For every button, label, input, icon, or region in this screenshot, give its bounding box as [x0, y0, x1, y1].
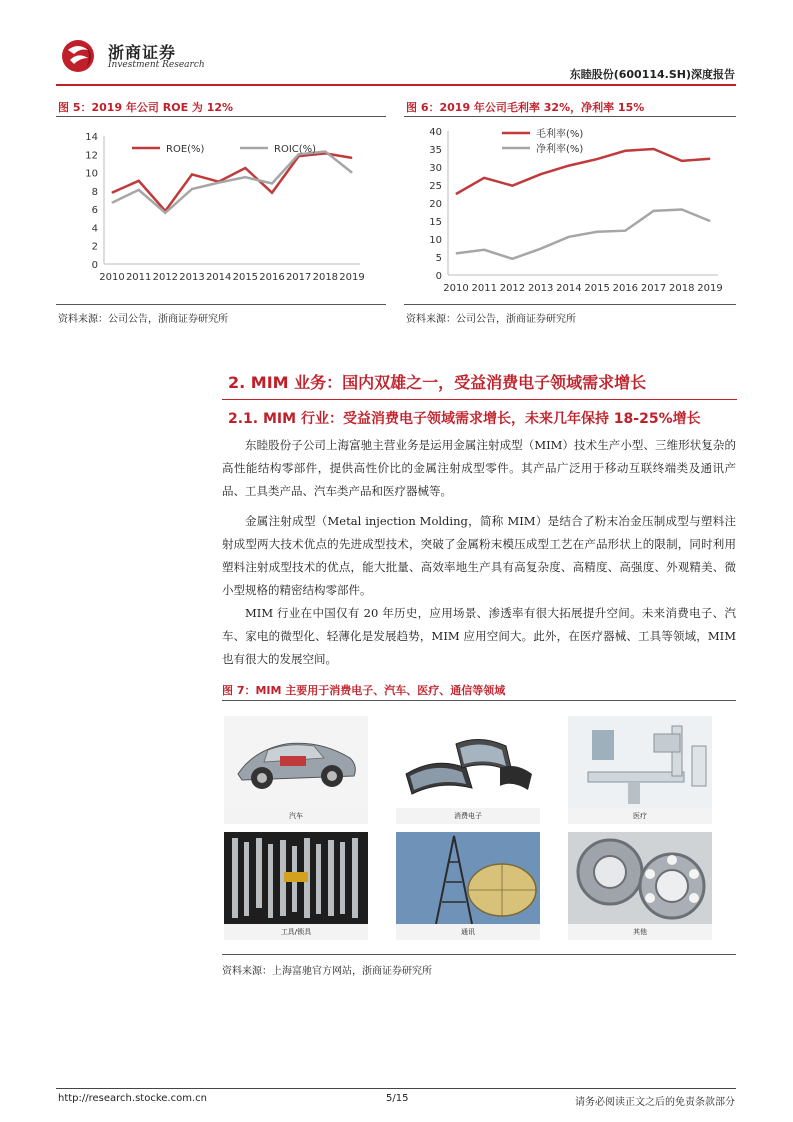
brand-name-en: Investment Research	[108, 60, 205, 70]
figure5-source: 资料来源：公司公告，浙商证券研究所	[58, 314, 228, 325]
figure7-title: 图 7：MIM 主要用于消费电子、汽车、医疗、通信等领域	[222, 684, 506, 697]
data-point	[681, 209, 682, 210]
figure6-bottom-rule	[404, 304, 736, 305]
brand-name-cn: 浙商证券	[108, 43, 177, 62]
x-tick-label: 2012	[499, 283, 526, 294]
y-tick-label: 0	[435, 271, 442, 282]
series-line-0	[456, 149, 710, 194]
data-point	[681, 160, 682, 161]
x-tick-label: 2015	[232, 272, 259, 283]
data-point	[272, 192, 273, 193]
y-tick-label: 40	[429, 127, 442, 138]
photo-consumer-electronics	[396, 716, 540, 824]
legend-label-0: ROE(%)	[166, 144, 205, 155]
report-title: 东睦股份(600114.SH)深度报告	[569, 68, 735, 81]
legend-label-1: ROIC(%)	[274, 144, 317, 155]
figure6-source: 资料来源：公司公告，浙商证券研究所	[406, 314, 576, 325]
company-logo	[60, 38, 104, 74]
x-tick-label: 2017	[640, 283, 667, 294]
paragraph-2: 金属注射成型（Metal injection Molding，简称 MIM）是结合了粉末冶金压制成型与塑料注射成型两大技术优点的先进成型技术，突破了金属粉末模压成型工艺在产品形状上的限制，同时利用塑料注射成型技术的优点，能大批量、高效率地生产具有高复杂度、高精度、高强度、外观精美、微小型规格的精密结构零部件。	[222, 514, 736, 597]
caption-consumer-electronics: 消费电子	[396, 808, 540, 824]
figure6-top-rule	[404, 116, 736, 117]
y-tick-label: 20	[429, 199, 442, 210]
photo-others	[568, 832, 712, 940]
roe-roic-line-chart	[56, 120, 386, 295]
series-line-1	[112, 152, 352, 213]
data-point	[352, 172, 353, 173]
figure7-source: 资料来源：上海富驰官方网站，浙商证券研究所	[222, 966, 432, 977]
paragraph-1: 东睦股份子公司上海富驰主营业务是运用金属注射成型（MIM）技术生产小型、三维形状复杂的高性能结构零部件，提供高性价比的金属注射成型零件。其产品广泛用于移动互联终端类及通讯产品、工具类产品、汽车类产品和医疗器械等。	[222, 438, 736, 498]
margin-line-chart	[404, 120, 736, 300]
photo-tools	[224, 832, 368, 940]
page-number: 5/15	[386, 1093, 409, 1104]
footer-divider	[56, 1088, 736, 1089]
x-tick-label: 2018	[312, 272, 339, 283]
photo-telecom	[396, 832, 540, 940]
header-divider	[56, 84, 736, 86]
caption-medical: 医疗	[568, 808, 712, 824]
figure7-top-rule	[222, 700, 736, 701]
x-tick-label: 2013	[179, 272, 205, 283]
y-tick-label: 8	[91, 186, 98, 198]
data-point	[653, 210, 654, 211]
data-point	[456, 194, 457, 195]
data-point	[138, 189, 139, 190]
figure5-title: 图 5：2019 年公司 ROE 为 12%	[58, 101, 234, 114]
y-tick-label: 10	[85, 168, 98, 180]
y-tick-label: 5	[435, 253, 442, 264]
data-point	[568, 165, 569, 166]
data-point	[597, 231, 598, 232]
figure6-title: 图 6：2019 年公司毛利率 32%，净利率 15%	[406, 101, 645, 114]
data-point	[245, 168, 246, 169]
x-tick-label: 2010	[99, 272, 125, 283]
data-point	[540, 248, 541, 249]
data-point	[192, 189, 193, 190]
series-line-0	[112, 153, 352, 211]
photo-automotive	[224, 716, 368, 824]
data-point	[138, 180, 139, 181]
photo-medical	[568, 716, 712, 824]
data-point	[653, 149, 654, 150]
section-heading-rule	[222, 399, 737, 400]
data-point	[456, 253, 457, 254]
section-heading: 2. MIM 业务：国内双雄之一，受益消费电子领域需求增长	[228, 373, 647, 392]
x-tick-label: 2017	[285, 272, 312, 283]
x-tick-label: 2013	[527, 283, 554, 294]
y-tick-label: 25	[429, 181, 442, 192]
data-point	[512, 185, 513, 186]
y-tick-label: 6	[91, 205, 98, 217]
x-tick-label: 2014	[205, 272, 232, 283]
data-point	[710, 221, 711, 222]
data-point	[625, 150, 626, 151]
data-point	[245, 177, 246, 178]
figure5-top-rule	[56, 116, 386, 117]
y-tick-label: 15	[429, 217, 442, 228]
caption-telecom: 通讯	[396, 924, 540, 940]
footer-url[interactable]: http://research.stocke.com.cn	[58, 1093, 207, 1104]
caption-automotive: 汽车	[224, 808, 368, 824]
legend-label-0: 毛利率(%)	[536, 129, 584, 140]
data-point	[568, 236, 569, 237]
y-tick-label: 30	[429, 163, 442, 174]
figure7-bottom-rule	[222, 954, 736, 955]
data-point	[710, 158, 711, 159]
data-point	[352, 157, 353, 158]
data-point	[218, 182, 219, 183]
data-point	[512, 258, 513, 259]
x-tick-label: 2016	[259, 272, 285, 283]
x-tick-label: 2018	[669, 283, 695, 294]
y-tick-label: 12	[85, 150, 98, 162]
data-point	[192, 174, 193, 175]
data-point	[597, 159, 598, 160]
data-point	[272, 183, 273, 184]
x-tick-label: 2016	[612, 283, 639, 294]
x-tick-label: 2019	[339, 272, 365, 283]
figure5-bottom-rule	[56, 304, 386, 305]
paragraph-3: MIM 行业在中国仅有 20 年历史，应用场景、渗透率有很大拓展提升空间。未来消费电子、汽车、家电的微型化、轻薄化是发展趋势，MIM 应用空间大。此外，在医疗器械、工具等领域，MIM 也有很大的发展空间。	[222, 606, 736, 666]
caption-tools: 工具/锁具	[224, 924, 368, 940]
legend-label-1: 净利率(%)	[536, 144, 584, 155]
x-tick-label: 2012	[152, 272, 179, 283]
x-tick-label: 2011	[125, 272, 152, 283]
data-point	[625, 230, 626, 231]
data-point	[484, 249, 485, 250]
x-tick-label: 2019	[697, 283, 723, 294]
y-tick-label: 2	[91, 241, 98, 253]
x-tick-label: 2010	[443, 283, 469, 294]
subsection-heading: 2.1. MIM 行业：受益消费电子领域需求增长，未来几年保持 18-25%增长	[228, 411, 701, 427]
data-point	[112, 202, 113, 203]
footer-disclaimer: 请务必阅读正文之后的免责条款部分	[575, 1097, 735, 1108]
data-point	[540, 174, 541, 175]
y-tick-label: 10	[429, 235, 442, 246]
x-tick-label: 2014	[556, 283, 582, 294]
y-tick-label: 14	[85, 132, 98, 143]
x-tick-label: 2015	[584, 283, 610, 294]
data-point	[484, 177, 485, 178]
y-tick-label: 0	[91, 260, 98, 271]
data-point	[165, 212, 166, 213]
data-point	[325, 151, 326, 152]
caption-others: 其他	[568, 924, 712, 940]
data-point	[112, 192, 113, 193]
y-tick-label: 35	[429, 145, 442, 156]
y-tick-label: 4	[91, 223, 98, 235]
x-tick-label: 2011	[471, 283, 497, 294]
series-line-1	[456, 210, 710, 259]
